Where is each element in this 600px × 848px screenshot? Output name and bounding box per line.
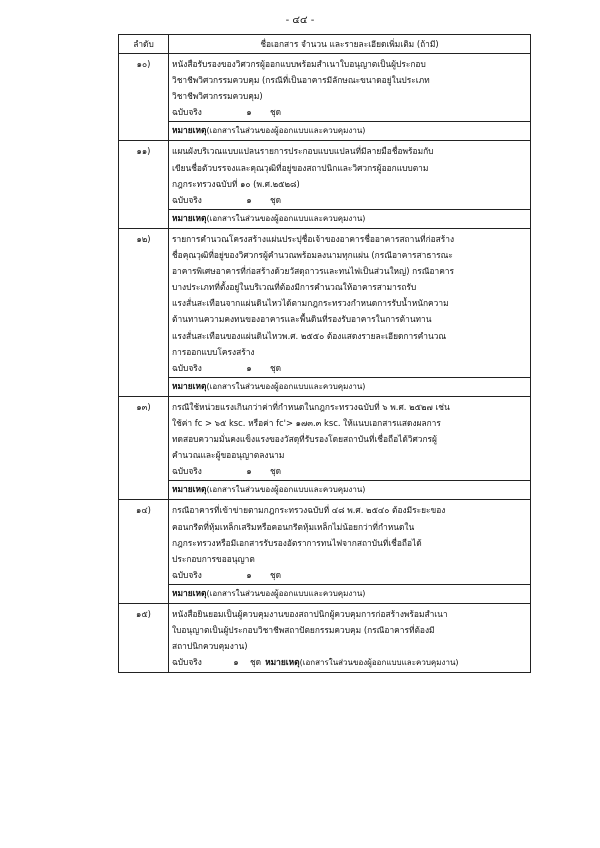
copy-count-line — [172, 567, 528, 583]
copy-unit: ชุด — [270, 107, 282, 118]
row-description — [169, 141, 531, 228]
description-line: คอนกรีตที่หุ้มเหล็กเสริมหรือคอนกรีตหุ้มเหล็กไม่น้อยกว่าที่กำหนดใน — [172, 521, 415, 532]
note-text: (เอกสารในส่วนของผู้ออกแบบและควบคุมงาน) — [206, 588, 366, 598]
description-line: คำนวณและผู้ขออนุญาตลงนาม — [172, 450, 285, 461]
description-line: แรงสั่นสะเทือนของแผ่นดินไหวพ.ศ. ๒๕๕๐ ต้องแสดงรายละเอียดการคำนวณ — [172, 330, 447, 341]
note-line — [172, 378, 528, 395]
table-row — [119, 396, 531, 500]
copy-unit: ชุด — [270, 466, 282, 477]
table-row — [119, 228, 531, 396]
description-line: ใช้ค่า fc > ๖๕ ksc. หรือค่า fc'> ๑๗๓.๓ ksc. ให้แนบเอกสารแสดงผลการ — [172, 417, 441, 428]
note-text: (เอกสารในส่วนของผู้ออกแบบและควบคุมงาน) — [206, 381, 366, 391]
note-text: (เอกสารในส่วนของผู้ออกแบบและควบคุมงาน) — [206, 485, 366, 495]
column-header-description: ชื่อเอกสาร จำนวน และรายละเอียดเพิ่มเติม (ถ้ามี) — [169, 35, 531, 54]
copy-label: ฉบับจริง — [172, 194, 202, 205]
table-row — [119, 141, 531, 228]
table-row — [119, 500, 531, 604]
note-label: หมายเหตุ — [172, 125, 207, 136]
column-header-number: ลำดับ — [119, 35, 169, 54]
copy-count: ๑ — [246, 362, 252, 373]
description-line: กรณีอาคารที่เข้าข่ายตามกฎกระทรวงฉบับที่ ๔๘ พ.ศ. ๒๕๔๐ ต้องมีระยะของ — [172, 505, 446, 516]
row-number: ๑๐) — [119, 54, 169, 141]
copy-count: ๑ — [246, 466, 252, 477]
copy-unit: ชุด — [270, 362, 282, 373]
note-text: (เอกสารในส่วนของผู้ออกแบบและควบคุมงาน) — [206, 213, 366, 223]
description-line: บางประเภทที่ตั้งอยู่ในบริเวณที่ต้องมีการคำนวณให้อาคารสามารถรับ — [172, 282, 417, 293]
row-description — [169, 500, 531, 604]
note-line — [172, 122, 528, 139]
note-line — [172, 585, 528, 602]
row-description — [169, 228, 531, 396]
row-number: ๑๒) — [119, 228, 169, 396]
copy-count: ๑ — [246, 569, 252, 580]
copy-label: ฉบับจริง — [172, 657, 202, 668]
table-row — [119, 604, 531, 673]
description-line: วิชาชีพวิศวกรรมควบคุม (กรณีที่เป็นอาคารมีลักษณะขนาดอยู่ในประเภท — [172, 75, 430, 86]
description-line: ประกอบการขออนุญาต — [172, 553, 255, 564]
description-line: รายการคำนวณโครงสร้างแผ่นประปุชื่อเจ้าของอาคารชื่ออาคารสถานที่ก่อสร้าง — [172, 233, 455, 244]
row-number: ๑๔) — [119, 500, 169, 604]
note-text: (เอกสารในส่วนของผู้ออกแบบและควบคุมงาน) — [299, 658, 459, 668]
row-description — [169, 54, 531, 141]
description-line: ต้านทานความคงทนของอาคารและพื้นดินที่รองรับอาคารในการต้านทาน — [172, 314, 432, 325]
description-line: การออกแบบโครงสร้าง — [172, 346, 255, 357]
description-line: สถาปนิกควบคุมงาน) — [172, 641, 248, 652]
note-text: (เอกสารในส่วนของผู้ออกแบบและควบคุมงาน) — [206, 126, 366, 136]
copy-count-line — [172, 360, 528, 376]
copy-unit: ชุด — [270, 569, 282, 580]
row-description — [169, 604, 531, 673]
copy-label: ฉบับจริง — [172, 466, 202, 477]
copy-count-line — [172, 192, 528, 208]
description-line: ชื่อคุณวุฒิที่อยู่ของวิศวกรผู้คำนวณพร้อมลงนามทุกแผ่น (กรณีอาคารสาธารณะ — [172, 250, 453, 261]
note-label: หมายเหตุ — [265, 657, 300, 668]
note-label: หมายเหตุ — [172, 484, 207, 495]
description-line: แรงสั่นสะเทือนจากแผ่นดินไหวได้ตามกฎกระทรวงกำหนดการรับน้ำหนักความ — [172, 298, 449, 309]
copy-unit: ชุด — [250, 657, 262, 668]
description-line: เขียนชื่อตัวบรรจงและคุณวุฒิที่อยู่ของสถาปนิกและวิศวกรผู้ออกแบบตาม — [172, 162, 429, 173]
copy-count: ๑ — [233, 657, 239, 668]
description-line: ใบอนุญาตเป็นผู้ประกอบวิชาชีพสถาปัตยกรรมควบคุม (กรณีอาคารที่ต้องมี — [172, 625, 435, 636]
description-line: กรณีใช้หน่วยแรงเกินกว่าค่าที่กำหนดในกฎกระทรวงฉบับที่ ๖ พ.ศ. ๒๕๒๗ เช่น — [172, 401, 450, 412]
copy-label: ฉบับจริง — [172, 107, 202, 118]
row-description — [169, 396, 531, 500]
description-line: ทดสอบความมั่นคงแข็งแรงของวัสดุที่รับรองโดยสถาบันที่เชื่อถือได้วิศวกรผู้ — [172, 434, 437, 445]
note-line — [172, 481, 528, 498]
table-header-row — [119, 35, 531, 54]
copy-count: ๑ — [246, 194, 252, 205]
note-label: หมายเหตุ — [172, 212, 207, 223]
description-line: แผนผังบริเวณแบบแปลนรายการประกอบแบบแปลนที่มีลายมือชื่อพร้อมกับ — [172, 146, 434, 157]
row-number: ๑๑) — [119, 141, 169, 228]
table-row — [119, 54, 531, 141]
copy-unit: ชุด — [270, 194, 282, 205]
description-line: กฎกระทรวงฉบับที่ ๑๐ (พ.ศ.๒๕๒๘) — [172, 178, 300, 189]
copy-count-line — [172, 654, 528, 671]
page-number: - ๔๔ - — [285, 15, 315, 26]
copy-label: ฉบับจริง — [172, 569, 202, 580]
description-line: กฎกระทรวงหรือมีเอกสารรับรองอัตราการทนไฟจากสถาบันที่เชื่อถือได้ — [172, 537, 422, 548]
note-label: หมายเหตุ — [172, 587, 207, 598]
copy-count: ๑ — [246, 107, 252, 118]
row-number: ๑๕) — [119, 604, 169, 673]
note-line — [172, 210, 528, 227]
copy-count-line — [172, 104, 528, 120]
copy-count-line — [172, 463, 528, 479]
description-line: หนังสือรับรองของวิศวกรผู้ออกแบบพร้อมสำเนาใบอนุญาตเป็นผู้ประกอบ — [172, 59, 426, 69]
description-line: หนังสือยินยอมเป็นผู้ควบคุมงานของสถาปนิกผู้ควบคุมการก่อสร้างพร้อมสำเนา — [172, 609, 448, 619]
description-line: อาคารพิเศษอาคารที่ก่อสร้างด้วยวัสดุถาวรและทนไฟเป็นส่วนใหญ่) กรณีอาคาร — [172, 266, 455, 277]
description-line: วิชาชีพวิศวกรรมควบคุม) — [172, 91, 263, 102]
note-label: หมายเหตุ — [172, 380, 207, 391]
document-table — [118, 34, 531, 673]
copy-label: ฉบับจริง — [172, 362, 202, 373]
row-number: ๑๓) — [119, 396, 169, 500]
